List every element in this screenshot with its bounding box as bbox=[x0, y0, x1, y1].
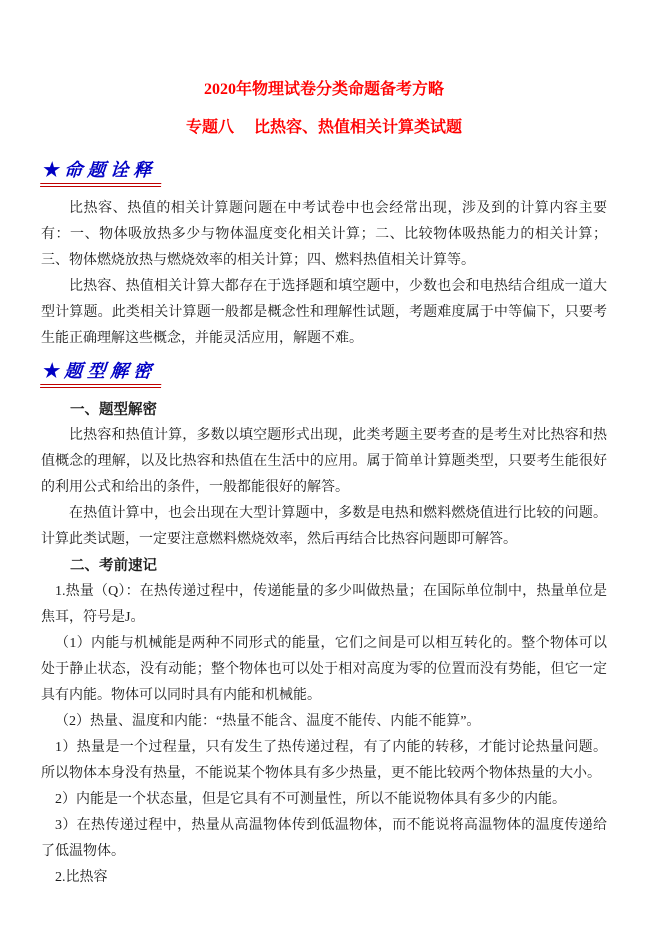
section-header-decorated bbox=[40, 159, 163, 187]
list-item-note-2: 2）内能是一个状态量，但是它具有不可测量性，所以不能说物体具有多少的内能。 bbox=[55, 792, 566, 807]
list-item-bireirong: 2.比热容 bbox=[55, 870, 108, 885]
document-subtitle: 专题八 比热容、热值相关计算类试题 bbox=[185, 119, 462, 136]
section-header-mingti-chanshi bbox=[41, 159, 607, 187]
paragraph-intro-2: 比热容、热值相关计算大都存在于选择题和填空题中，少数也会和电热结合组成一道大型计算题。此类相关计算题一般都是概念性和理解性试题，考题难度属于中等偏下，只要考生能正确理解这些概念，并能灵活应用，解题不难。 bbox=[41, 279, 607, 346]
list-item-note-3: 3）在热传递过程中，热量从高温物体传到低温物体，而不能说将高温物体的温度传递给了低温物体。 bbox=[41, 818, 607, 859]
list-item-reliang-wendu-neineng: （2）热量、温度和内能：“热量不能含、温度不能传、内能不能算”。 bbox=[55, 714, 481, 729]
subheading-tixing-jiemi: 一、题型解密 bbox=[70, 402, 157, 418]
star-icon: ★ bbox=[42, 361, 61, 382]
document-title: 2020年物理试卷分类命题备考方略 bbox=[203, 81, 444, 98]
paragraph-tixing-2: 在热值计算中，也会出现在大型计算题中，多数是电热和燃料燃烧值进行比较的问题。计算此类试题，一定要注意燃料燃烧效率，然后再结合比热容问题即可解答。 bbox=[41, 506, 607, 547]
list-item-neineng-jixieneng: （1）内能与机械能是两种不同形式的能量，它们之间是可以相互转化的。整个物体可以处于静止状态，没有动能；整个物体也可以处于相对高度为零的位置而没有势能，但它一定具有内能。物体可以同时具有内能和机械能。 bbox=[41, 636, 607, 703]
paragraph-tixing-1: 比热容和热值计算，多数以填空题形式出现，此类考题主要考查的是考生对比热容和热值概念的理解，以及比热容和热值在生活中的应用。属于简单计算题类型，只要考生能很好的利用公式和给出的条件，一般都能很好的解答。 bbox=[41, 428, 607, 495]
section-header-decorated bbox=[40, 360, 163, 388]
list-item-heat-definition: 1.热量（Q）：在热传递过程中，传递能量的多少叫做热量；在国际单位制中，热量单位是焦耳，符号是J。 bbox=[41, 584, 607, 625]
section-header-label: 题型解密 bbox=[63, 361, 157, 381]
section-header-tixing-jiemi bbox=[41, 360, 607, 388]
list-item-note-1: 1）热量是一个过程量，只有发生了热传递过程，有了内能的转移，才能讨论热量问题。所以物体本身没有热量，不能说某个物体具有多少热量，更不能比较两个物体热量的大小。 bbox=[41, 740, 607, 781]
star-icon: ★ bbox=[42, 160, 61, 181]
paragraph-intro-1: 比热容、热值的相关计算题问题在中考试卷中也会经常出现，涉及到的计算内容主要有：一、物体吸放热多少与物体温度变化相关计算；二、比较物体吸热能力的相关计算；三、物体燃烧放热与燃烧效率的相关计算；四、燃料热值相关计算等。 bbox=[41, 201, 607, 268]
section-header-label: 命题诠释 bbox=[63, 160, 157, 180]
subheading-kaoqian-suji: 二、考前速记 bbox=[70, 558, 157, 574]
